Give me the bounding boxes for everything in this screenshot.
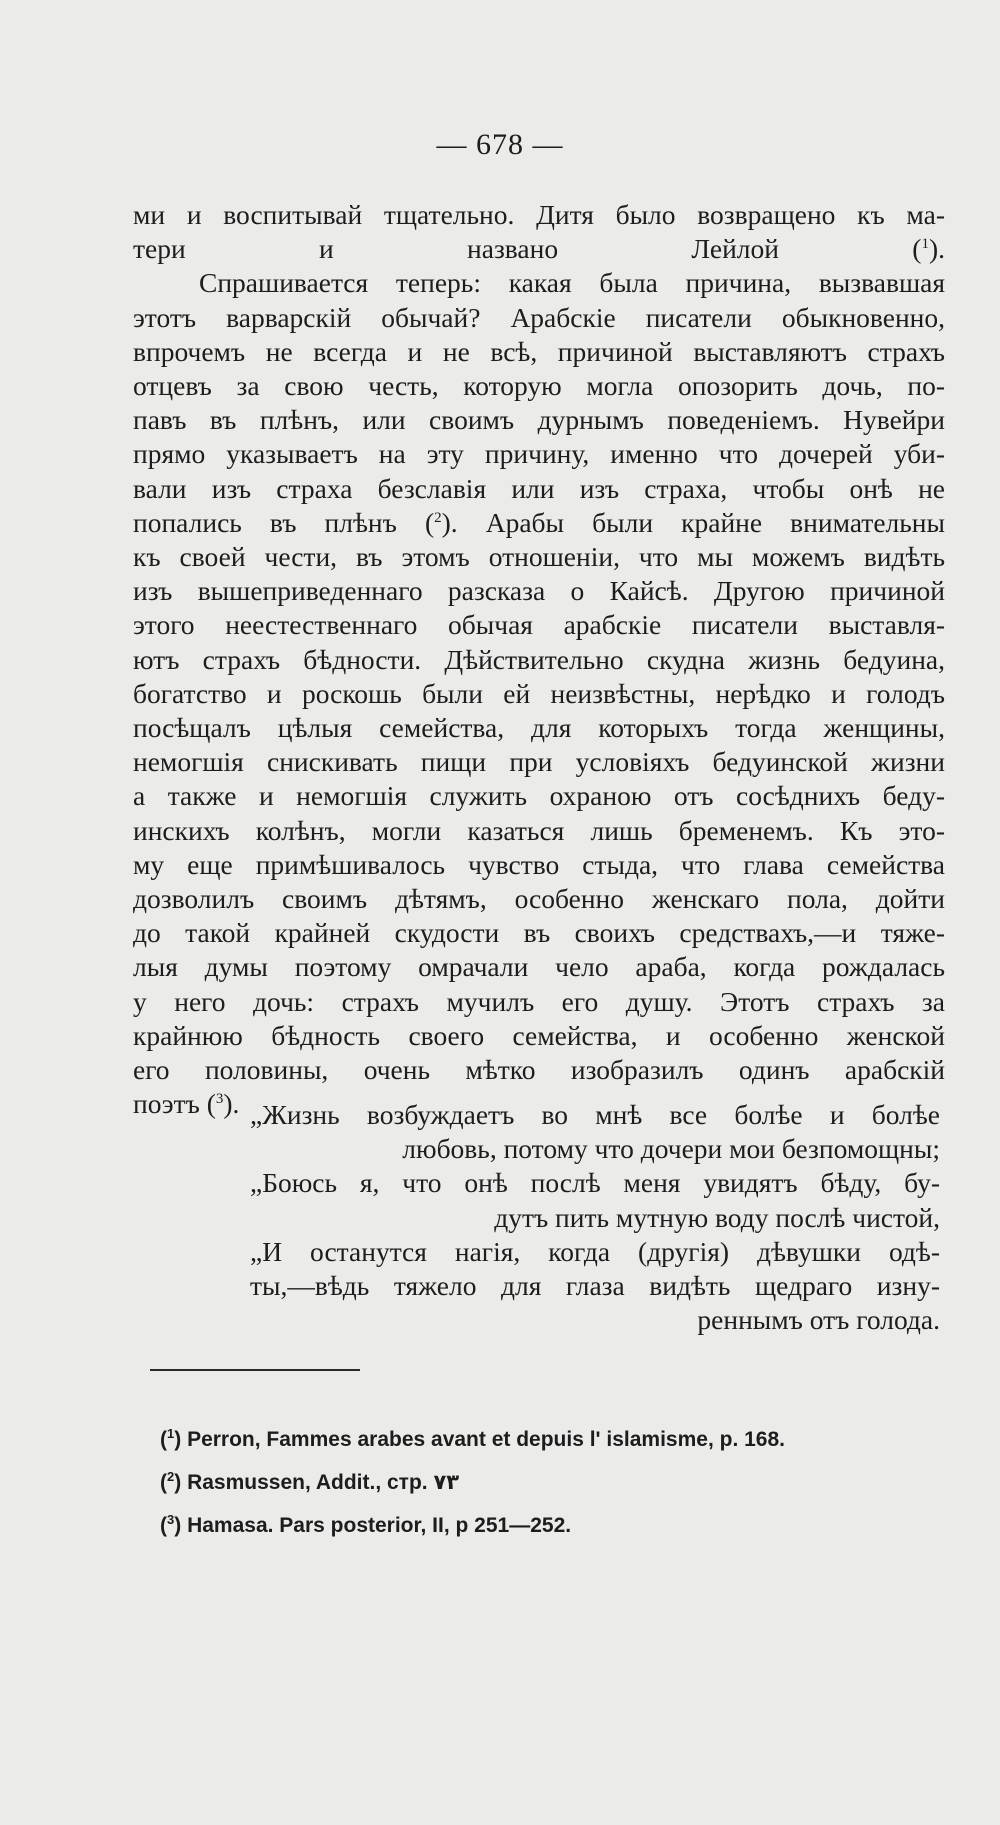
- footnote: ($^1$) Perron, Fammes arabes avant et depuis l' islamisme, p. 168.: [160, 1426, 785, 1451]
- text-line: [133, 437, 945, 471]
- text-line: [133, 335, 945, 369]
- text-line-content: му еще примѣшивалось чувство стыда, что глава семейства: [133, 848, 945, 880]
- text-line: [133, 301, 945, 335]
- verse-line: любовь, потому что дочери мои безпомощны;: [402, 1133, 940, 1165]
- text-line: [133, 506, 945, 540]
- text-line: [133, 266, 945, 300]
- text-line: [133, 472, 945, 506]
- footnote-ref: 2: [434, 509, 442, 526]
- main-text: [133, 198, 945, 1121]
- text-line-content: впрочемъ не всегда и не всѣ, причиной выставляютъ страхъ: [133, 335, 945, 367]
- poem-quotation: [250, 1098, 940, 1337]
- text-line: [133, 643, 945, 677]
- footnote-text: Rasmussen, Addit., стр.: [187, 1471, 434, 1494]
- footnote-ref: 3: [215, 1091, 224, 1108]
- text-line-content: немогшія снискивать пищи при условіяхъ бедуинской жизни: [133, 746, 945, 778]
- verse-line: реннымъ отъ голода.: [697, 1304, 940, 1336]
- text-line-content: вали изъ страха безславія или изъ страха, чтобы онѣ не: [133, 472, 945, 504]
- text-line: [133, 745, 945, 779]
- text-line: [133, 916, 945, 950]
- text-line-content: посѣщалъ цѣлыя семейства, для которыхъ тогда женщины,: [133, 712, 945, 744]
- text-line-content: павъ въ плѣнъ, или своимъ дурнымъ поведеніемъ. Нувейри: [133, 404, 945, 436]
- footnote-ref: 1: [921, 236, 929, 253]
- verse-line: „И останутся нагія, когда (другія) дѣвушки одѣ-: [250, 1235, 940, 1267]
- footnote-mark: 2: [167, 1469, 175, 1484]
- text-line: [133, 198, 945, 232]
- text-line: [133, 403, 945, 437]
- text-line-continuation: ). Арабы были крайне внимательны: [441, 506, 945, 538]
- footnote: ($^2$) Rasmussen, Addit., стр. ٧٣: [160, 1469, 460, 1494]
- text-line: [133, 608, 945, 642]
- text-line: [133, 848, 945, 882]
- verse-line: „Боюсь я, что онѣ послѣ меня увидятъ бѣду, бу-: [250, 1167, 940, 1199]
- text-line-content: а также и немогшія служить охраною отъ сосѣднихъ беду-: [133, 780, 945, 812]
- arabic-page-number: ٧٣: [433, 1470, 460, 1494]
- footnotes: [160, 1418, 920, 1547]
- text-line: [133, 232, 945, 266]
- text-line-continuation: ).: [223, 1088, 240, 1120]
- text-line-content: лыя думы поэтому омрачали чело араба, когда рождалась: [133, 951, 945, 983]
- text-line-content: дозволилъ своимъ дѣтямъ, особенно женскаго пола, дойти: [133, 883, 945, 915]
- footnote-mark: 1: [167, 1426, 175, 1441]
- text-line-content: Спрашивается теперь: какая была причина, вызвавшая: [199, 267, 945, 299]
- text-line: [133, 1053, 945, 1087]
- text-line-content: прямо указываетъ на эту причину, именно что дочерей уби-: [133, 438, 945, 470]
- footnote-separator: [150, 1369, 360, 1371]
- text-line: [133, 711, 945, 745]
- text-line-content: тери и названо Лейлой (: [133, 233, 922, 265]
- text-line-content: богатство и роскошь были ей неизвѣстны, нерѣдко и голодъ: [133, 677, 945, 709]
- text-line-content: инскихъ колѣнъ, могли казаться лишь бременемъ. Къ это-: [133, 814, 945, 846]
- text-line-content: ютъ страхъ бѣдности. Дѣйствительно скудна жизнь бедуина,: [133, 643, 945, 675]
- footnote-text: Hamasa. Pars posterior, II, p 251—252.: [187, 1514, 572, 1537]
- text-line-content: этотъ варварскій обычай? Арабскіе писатели обыкновенно,: [133, 301, 945, 333]
- text-line-content: этого неестественнаго обычая арабскіе писатели выставля-: [133, 609, 945, 641]
- text-line-content: отцевъ за свою честь, которую могла опозорить дочь, по-: [133, 370, 945, 402]
- text-line: [133, 779, 945, 813]
- text-line-content: къ своей чести, въ этомъ отношеніи, что мы можемъ видѣть: [133, 541, 945, 573]
- text-line-continuation: ).: [928, 233, 945, 265]
- text-line-content: поэтъ (: [133, 1088, 216, 1120]
- text-line-content: его половины, очень мѣтко изобразилъ одинъ арабскій: [133, 1054, 945, 1086]
- page-number: — 678 —: [436, 128, 564, 161]
- text-line: [133, 369, 945, 403]
- text-line: [133, 814, 945, 848]
- text-line-content: крайнюю бѣдность своего семейства, и особенно женской: [133, 1019, 945, 1051]
- text-line: [133, 540, 945, 574]
- text-line-content: попались въ плѣнъ (: [133, 506, 435, 538]
- text-line: [133, 677, 945, 711]
- text-line: [133, 882, 945, 916]
- text-line: [133, 950, 945, 984]
- text-line-content: у него дочь: страхъ мучилъ его душу. Этотъ страхъ за: [133, 985, 945, 1017]
- text-line: [133, 1019, 945, 1053]
- text-line: [133, 574, 945, 608]
- text-line-content: до такой крайней скудости въ своихъ средствахъ,—и тяже-: [133, 917, 945, 949]
- text-line-content: ми и воспитывай тщательно. Дитя было возвращено къ ма-: [133, 199, 945, 230]
- text-line: [133, 985, 945, 1019]
- footnote-text: Perron, Fammes arabes avant et depuis l' islamisme, p. 168.: [187, 1428, 785, 1451]
- text-line-content: изъ вышеприведеннаго разсказа о Кайсѣ. Другою причиной: [133, 575, 945, 607]
- verse-line: „Жизнь возбуждаетъ во мнѣ все болѣе и болѣе: [250, 1099, 940, 1130]
- footnote-mark: 3: [167, 1512, 175, 1527]
- verse-line: ты,—вѣдь тяжело для глаза видѣть щедраго изну-: [250, 1270, 940, 1302]
- verse-line: дутъ пить мутную воду послѣ чистой,: [494, 1201, 940, 1233]
- footnote: ($^3$) Hamasa. Pars posterior, II, p 251—252.: [160, 1512, 572, 1537]
